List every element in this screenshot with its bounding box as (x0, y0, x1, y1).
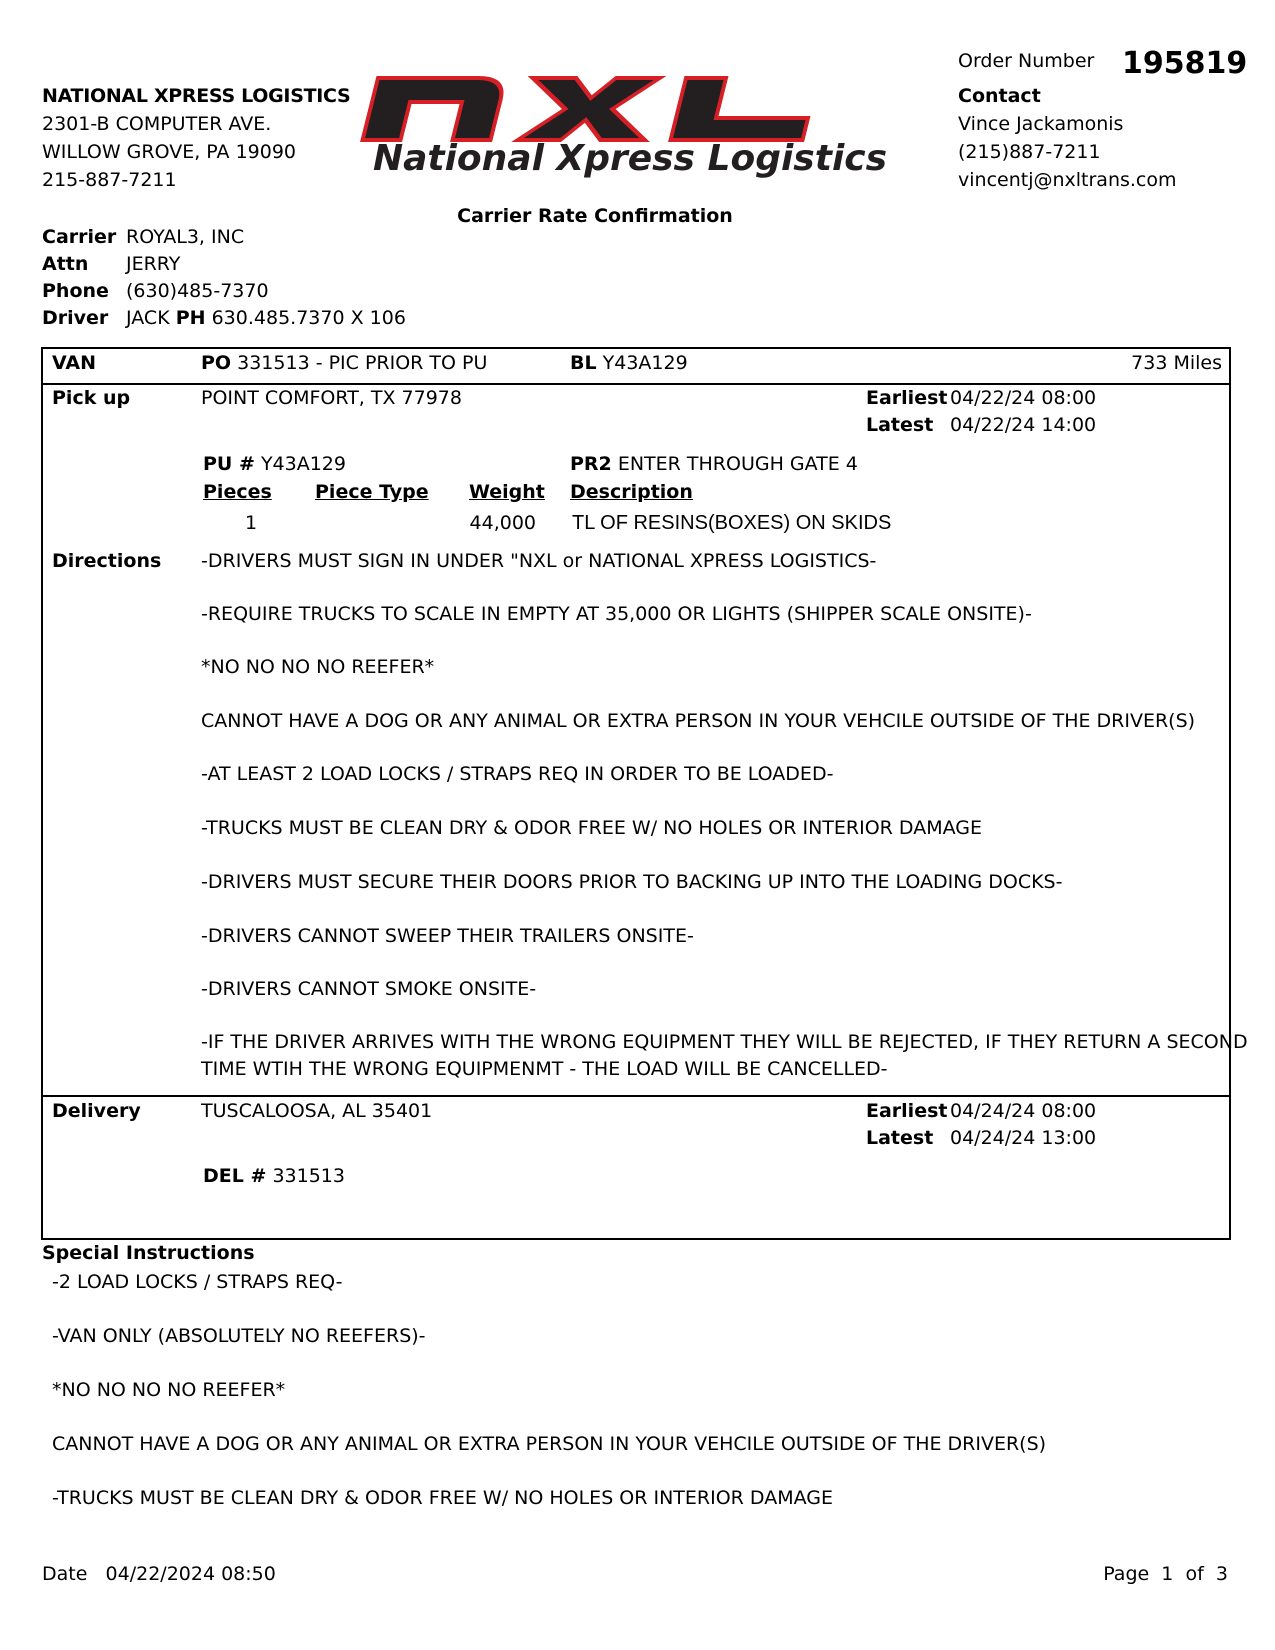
pr2-value: ENTER THROUGH GATE 4 (617, 453, 858, 475)
col-header-description: Description (570, 481, 693, 503)
nxl-logo (340, 70, 900, 180)
equipment-type: VAN (52, 352, 97, 374)
po-value: 331513 - PIC PRIOR TO PU (237, 352, 488, 374)
delivery-label: Delivery (52, 1100, 141, 1122)
company-address-line1: 2301-B COMPUTER AVE. (42, 113, 272, 135)
directions-label: Directions (52, 550, 162, 572)
pu-number-label: PU # (203, 453, 255, 475)
direction-line: CANNOT HAVE A DOG OR ANY ANIMAL OR EXTRA PERSON IN YOUR VEHCILE OUTSIDE OF THE DRIVER(S) (201, 710, 1196, 732)
direction-line: -REQUIRE TRUCKS TO SCALE IN EMPTY AT 35,000 OR LIGHTS (SHIPPER SCALE ONSITE)- (201, 603, 1032, 625)
po-label: PO (201, 352, 232, 374)
driver-name: JACK (126, 307, 170, 329)
direction-line: -AT LEAST 2 LOAD LOCKS / STRAPS REQ IN ORDER TO BE LOADED- (201, 763, 834, 785)
bl-value: Y43A129 (602, 352, 688, 374)
order-number-value: 195819 (1122, 46, 1248, 81)
delivery-latest-label: Latest (866, 1127, 934, 1149)
bl-label: BL (570, 352, 597, 374)
direction-line: -DRIVERS CANNOT SWEEP THEIR TRAILERS ONSITE- (201, 925, 694, 947)
direction-line: TIME WTIH THE WRONG EQUIPMENMT - THE LOAD WILL BE CANCELLED- (201, 1058, 888, 1080)
contact-name: Vince Jackamonis (958, 113, 1124, 135)
delivery-earliest-label: Earliest (866, 1100, 948, 1122)
bl-field (570, 352, 688, 374)
attn-row (42, 251, 406, 278)
driver-ph-label: PH (175, 307, 206, 329)
pickup-location: POINT COMFORT, TX 77978 (201, 387, 462, 409)
pu-number-value: Y43A129 (260, 453, 346, 475)
delivery-divider (41, 1095, 1231, 1097)
miles: 733 Miles (1131, 352, 1222, 374)
delivery-earliest-value: 04/24/24 08:00 (950, 1100, 1097, 1122)
delivery-latest-value: 04/24/24 13:00 (950, 1127, 1097, 1149)
special-instructions-label: Special Instructions (42, 1242, 255, 1264)
contact-email[interactable]: vincentj@nxltrans.com (958, 169, 1177, 191)
page-title: Carrier Rate Confirmation (457, 205, 733, 227)
pickup-latest-label: Latest (866, 414, 934, 436)
page-of-label: of (1185, 1563, 1204, 1585)
del-number-label: DEL # (203, 1165, 267, 1187)
direction-line: -DRIVERS MUST SECURE THEIR DOORS PRIOR TO BACKING UP INTO THE LOADING DOCKS- (201, 871, 1063, 893)
pr2-field (570, 453, 858, 475)
direction-line: -IF THE DRIVER ARRIVES WITH THE WRONG EQUIPMENT THEY WILL BE REJECTED, IF THEY RETURN A SECOND (201, 1031, 1248, 1053)
logo-wordmark: National Xpress Logistics (372, 138, 888, 179)
phone-label: Phone (42, 280, 109, 302)
pickup-label: Pick up (52, 387, 131, 409)
attn-label: Attn (42, 253, 89, 275)
page-number: 1 (1161, 1563, 1174, 1585)
direction-line: -DRIVERS CANNOT SMOKE ONSITE- (201, 978, 537, 1000)
del-number-field (203, 1165, 345, 1187)
direction-line: *NO NO NO NO REEFER* (201, 656, 435, 678)
carrier-value: ROYAL3, INC (126, 226, 245, 248)
special-instruction-line: *NO NO NO NO REEFER* (52, 1379, 286, 1401)
item-pieces: 1 (244, 512, 258, 534)
footer-date-value: 04/22/2024 08:50 (105, 1563, 276, 1585)
pr2-label: PR2 (570, 453, 612, 475)
contact-label: Contact (958, 85, 1041, 107)
driver-label: Driver (42, 307, 109, 329)
company-phone: 215-887-7211 (42, 169, 177, 191)
attn-value: JERRY (126, 253, 181, 275)
nxl-logo-graphic (340, 70, 900, 180)
page-total: 3 (1215, 1563, 1228, 1585)
item-description: TL OF RESINS(BOXES) ON SKIDS (572, 512, 892, 534)
pickup-latest-value: 04/22/24 14:00 (950, 414, 1097, 436)
driver-ph-value: 630.485.7370 X 106 (211, 307, 406, 329)
carrier-row (42, 224, 406, 251)
carrier-label: Carrier (42, 226, 117, 248)
direction-line: -TRUCKS MUST BE CLEAN DRY & ODOR FREE W/ NO HOLES OR INTERIOR DAMAGE (201, 817, 982, 839)
pickup-earliest-label: Earliest (866, 387, 948, 409)
delivery-location: TUSCALOOSA, AL 35401 (201, 1100, 433, 1122)
phone-row (42, 278, 406, 305)
footer-date-label: Date (42, 1563, 88, 1585)
contact-phone: (215)887-7211 (958, 141, 1101, 163)
order-number-label: Order Number (958, 50, 1095, 72)
page-indicator (1103, 1563, 1228, 1585)
carrier-block (42, 224, 406, 332)
special-instruction-line: CANNOT HAVE A DOG OR ANY ANIMAL OR EXTRA PERSON IN YOUR VEHCILE OUTSIDE OF THE DRIVER(S) (52, 1433, 1047, 1455)
special-instruction-line: -2 LOAD LOCKS / STRAPS REQ- (52, 1271, 343, 1293)
company-address-line2: WILLOW GROVE, PA 19090 (42, 141, 297, 163)
company-block (42, 82, 350, 194)
item-weight: 44,000 (469, 512, 536, 534)
del-number-value: 331513 (272, 1165, 345, 1187)
po-field (201, 352, 487, 374)
header-divider (41, 383, 1231, 385)
phone-value: (630)485-7370 (126, 280, 269, 302)
special-instruction-line: -TRUCKS MUST BE CLEAN DRY & ODOR FREE W/ NO HOLES OR INTERIOR DAMAGE (52, 1487, 833, 1509)
driver-row (42, 305, 406, 332)
contact-block (958, 82, 1177, 194)
col-header-weight: Weight (469, 481, 545, 503)
direction-line: -DRIVERS MUST SIGN IN UNDER "NXL or NATIONAL XPRESS LOGISTICS- (201, 550, 877, 572)
special-instruction-line: -VAN ONLY (ABSOLUTELY NO REEFERS)- (52, 1325, 426, 1347)
pu-number-field (203, 453, 346, 475)
company-name: NATIONAL XPRESS LOGISTICS (42, 85, 351, 107)
page-label: Page (1103, 1563, 1150, 1585)
col-header-pieces: Pieces (203, 481, 272, 503)
pickup-earliest-value: 04/22/24 08:00 (950, 387, 1097, 409)
footer-date (42, 1563, 276, 1585)
col-header-piece-type: Piece Type (315, 481, 429, 503)
